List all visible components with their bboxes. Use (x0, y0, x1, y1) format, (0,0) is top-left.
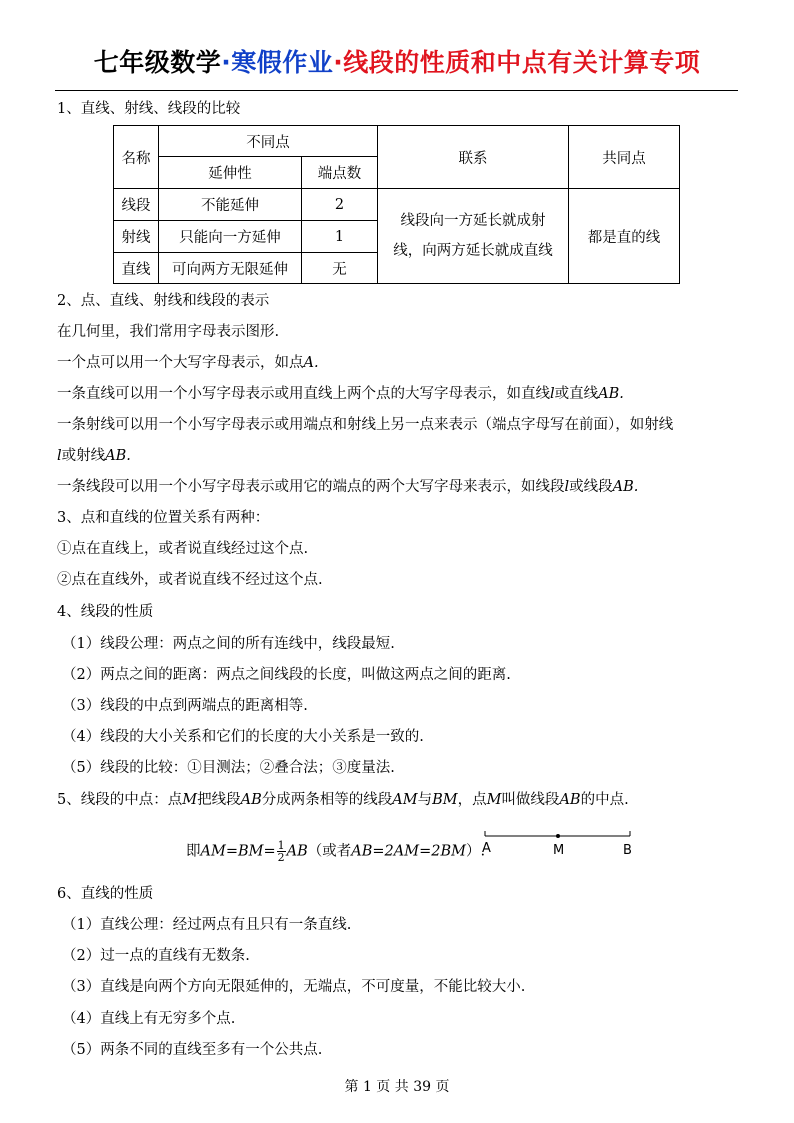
s2-line-1: 在几何里，我们常用字母表示图形. (57, 324, 280, 340)
s5-letter-am: AM (392, 792, 418, 808)
label-b: B (623, 843, 632, 858)
section-6-heading: 6、直线的性质 (57, 886, 154, 902)
segment-diagram (480, 826, 640, 862)
row-endpoints: 无 (302, 253, 378, 284)
header-extension: 延伸性 (159, 157, 302, 189)
s2-line-5-ab: AB. (105, 448, 131, 464)
section-2-heading: 2、点、直线、射线和线段的表示 (57, 293, 270, 309)
formula-expr-2: AB (286, 843, 308, 860)
row-endpoints: 2 (302, 189, 378, 221)
formula-expr-3: AB=2AM=2BM (351, 843, 466, 860)
s5-text-k: 叫做线段 (501, 792, 560, 808)
s6-line-4: （4）直线上有无穷多个点. (62, 1011, 236, 1027)
formula-expr-1: AM=BM= (200, 843, 276, 860)
s5-letter-bm: BM (432, 792, 458, 808)
title-sep-1: · (221, 48, 232, 77)
s2-line-3-text: 一条直线可以用一个小写字母表示或用直线上两个点的大写字母表示，如直线 (57, 386, 550, 402)
s2-line-6 (57, 477, 638, 497)
s2-line-6-text: 一条线段可以用一个小写字母表示或用它的端点的两个大写字母来表示，如线段 (57, 479, 565, 495)
s2-line-5-l: l (57, 448, 62, 464)
s2-line-6-ab: AB. (612, 479, 639, 495)
header-relation: 联系 (378, 126, 569, 189)
section-4-heading: 4、线段的性质 (57, 604, 154, 620)
s6-line-1: （1）直线公理：经过两点有且只有一条直线. (62, 917, 352, 933)
relation-line-1: 线段向一方延长就成射 (400, 213, 546, 229)
title-sep-2: · (333, 48, 344, 77)
relation-cell (378, 189, 569, 284)
header-name: 名称 (114, 126, 159, 189)
s2-line-5 (57, 446, 131, 466)
formula-fraction (277, 840, 286, 863)
formula-paren-close: ）. (465, 843, 486, 860)
row-endpoints: 1 (302, 221, 378, 253)
row-extension: 可向两方无限延伸 (159, 253, 302, 284)
s2-line-3-ab: AB. (598, 386, 624, 402)
s2-line-5-or: 或射线 (61, 448, 106, 464)
common-cell: 都是直的线 (569, 189, 680, 284)
s5-text-i: ，点 (457, 792, 487, 808)
s4-line-4: （4）线段的大小关系和它们的长度的大小关系是一致的. (62, 729, 424, 745)
section-3-heading: 3、点和直线的位置关系有两种： (57, 510, 270, 526)
fraction-numerator: 1 (277, 839, 285, 852)
s4-line-2: （2）两点之间的距离：两点之间线段的长度，叫做这两点之间的距离. (62, 667, 511, 683)
s4-line-5: （5）线段的比较：①目测法；②叠合法；③度量法. (62, 760, 395, 776)
title-divider (55, 90, 738, 91)
s5-letter-m: M (182, 792, 198, 808)
s2-line-3-l: l (550, 386, 555, 402)
title-grade: 七年级数学 (93, 48, 222, 77)
s4-line-1: （1）线段公理：两点之间的所有连线中，线段最短. (62, 636, 395, 652)
header-endpoints: 端点数 (302, 157, 378, 189)
midpoint-m-dot (556, 834, 560, 838)
row-extension: 只能向一方延伸 (159, 221, 302, 253)
formula-paren-open: （或者 (307, 843, 352, 860)
title-homework: 寒假作业 (231, 48, 334, 77)
relation-line-2: 线，向两方延长就成直线 (393, 243, 553, 259)
s4-line-3: （3）线段的中点到两端点的距离相等. (62, 698, 308, 714)
s6-line-2: （2）过一点的直线有无数条. (62, 948, 250, 964)
row-name: 线段 (114, 189, 159, 221)
s2-line-3 (57, 384, 624, 404)
s2-line-4: 一条射线可以用一个小写字母表示或用端点和射线上另一点来表示（端点字母写在前面），如射线 (57, 417, 674, 433)
row-name: 直线 (114, 253, 159, 284)
label-m: M (553, 843, 565, 858)
comparison-table (113, 125, 680, 284)
s2-line-6-l: l (564, 479, 570, 495)
s5-text-a: 5、线段的中点：点 (57, 792, 183, 808)
s2-line-2-text: 一个点可以用一个大写字母表示，如点 (57, 355, 304, 371)
label-a: A (482, 841, 491, 856)
s2-line-6-or: 或线段 (569, 479, 613, 495)
page-title (0, 43, 794, 79)
s5-letter-ab2: AB (559, 792, 581, 808)
s2-line-3-or: 或直线 (554, 386, 599, 402)
s5-letter-ab: AB (240, 792, 262, 808)
s6-line-3: （3）直线是向两个方向无限延伸的，无端点，不可度量，不能比较大小. (62, 979, 526, 995)
fraction-denominator: 2 (277, 851, 285, 864)
midpoint-formula (186, 840, 485, 863)
s6-line-5: （5）两条不同的直线至多有一个公共点. (62, 1042, 323, 1058)
page-footer: 第 1 页 共 39 页 (344, 1079, 450, 1095)
s3-line-2: ②点在直线外，或者说直线不经过这个点. (57, 572, 323, 588)
title-topic: 线段的性质和中点有关计算专项 (343, 48, 701, 77)
s5-text-c: 把线段 (197, 792, 241, 808)
s2-line-2 (57, 353, 319, 373)
header-common: 共同点 (569, 126, 680, 189)
formula-prefix: 即 (186, 843, 201, 860)
table-row (114, 189, 680, 221)
s2-line-2-letter: A. (303, 355, 319, 371)
s5-text-e: 分成两条相等的线段 (261, 792, 393, 808)
section-1-heading: 1、直线、射线、线段的比较 (57, 101, 241, 117)
s5-text-m: 的中点. (580, 792, 629, 808)
row-extension: 不能延伸 (159, 189, 302, 221)
s5-letter-m2: M (486, 792, 502, 808)
s3-line-1: ①点在直线上，或者说直线经过这个点. (57, 541, 309, 557)
s5-text-g: 与 (417, 792, 433, 808)
section-5-midpoint (57, 790, 629, 810)
header-differences: 不同点 (159, 126, 378, 157)
row-name: 射线 (114, 221, 159, 253)
